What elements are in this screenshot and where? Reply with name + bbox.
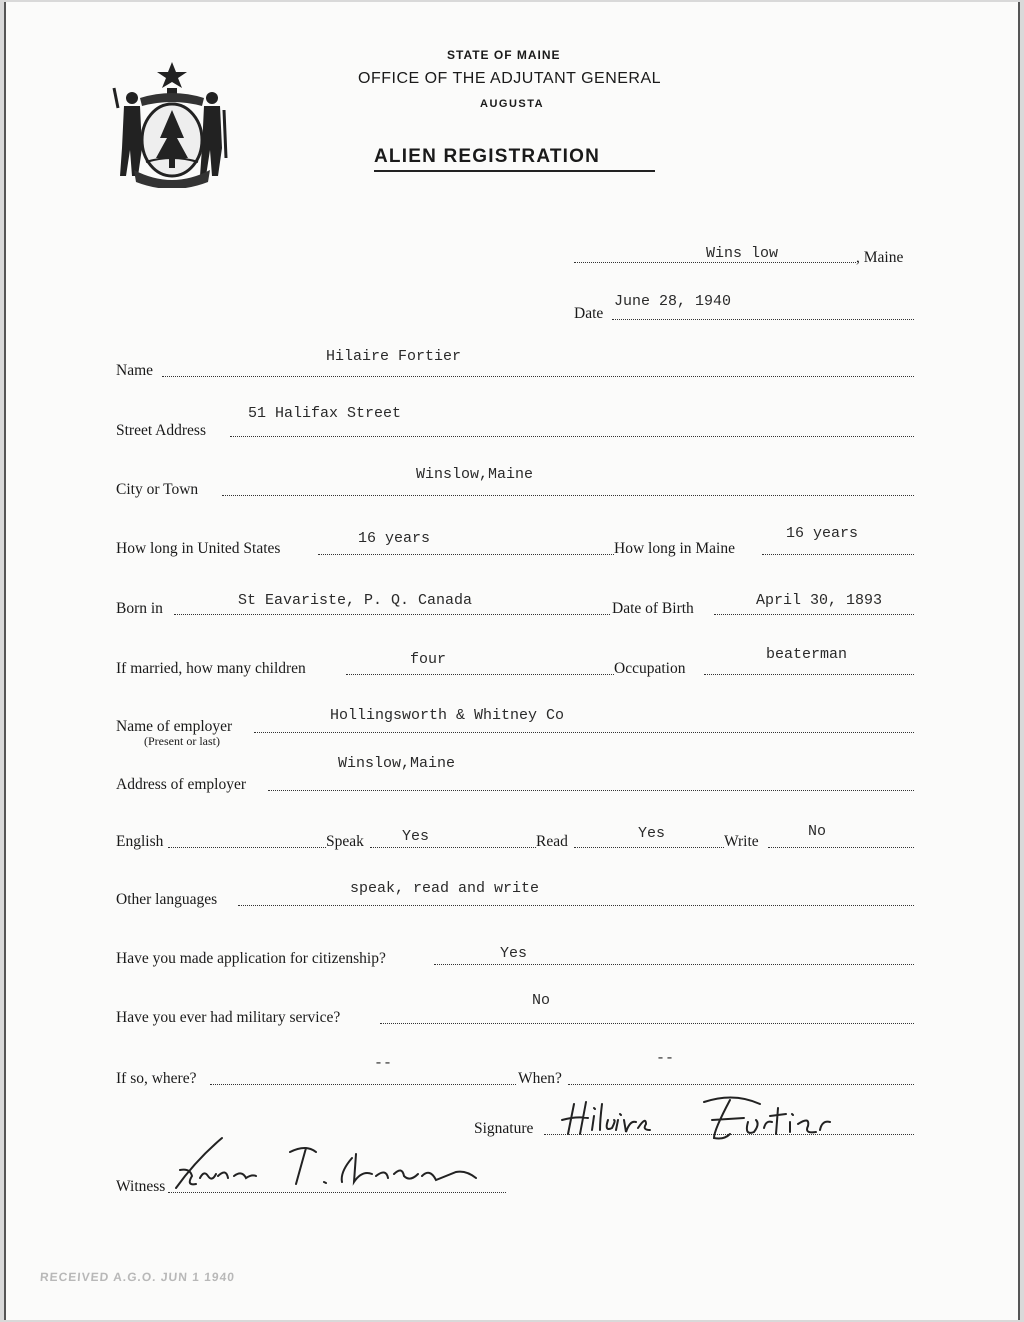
how-long-maine-value: 16 years — [786, 525, 859, 542]
street-label: Street Address — [116, 422, 206, 439]
date-of-birth-value: April 30, 1893 — [756, 592, 883, 609]
military-value: No — [532, 992, 551, 1009]
form-title: ALIEN REGISTRATION — [374, 146, 601, 167]
read-value: Yes — [638, 825, 666, 842]
born-in-value: St Eavariste, P. Q. Canada — [238, 592, 473, 609]
speak-label: Speak — [326, 833, 364, 850]
date-label: Date — [574, 305, 604, 322]
when-label: When? — [518, 1070, 562, 1087]
employer-address-label: Address of employer — [116, 776, 246, 793]
military-label: Have you ever had military service? — [116, 1009, 341, 1026]
street-value: 51 Halifax Street — [248, 405, 402, 422]
if-so-where-label: If so, where? — [116, 1070, 197, 1087]
received-stamp: RECEIVED A.G.O. JUN 1 1940 — [39, 1270, 236, 1284]
how-long-us-value: 16 years — [358, 530, 431, 547]
read-label: Read — [536, 833, 568, 850]
state-suffix-label: , Maine — [856, 249, 904, 266]
when-value: -- — [656, 1050, 675, 1067]
applicant-signature — [554, 1090, 854, 1146]
employer-name-label: Name of employer — [116, 718, 233, 735]
witness-signature — [156, 1130, 486, 1202]
born-in-label: Born in — [116, 600, 163, 617]
name-label: Name — [116, 362, 154, 379]
city-town-label: City or Town — [116, 481, 199, 498]
date-of-birth-label: Date of Birth — [612, 600, 694, 617]
how-long-maine-label: How long in Maine — [614, 540, 735, 557]
employer-note-label: (Present or last) — [144, 734, 220, 748]
citizenship-label: Have you made application for citizenship? — [116, 950, 386, 967]
occupation-label: Occupation — [614, 660, 686, 677]
date-value: June 28, 1940 — [614, 293, 732, 310]
how-long-us-label: How long in United States — [116, 540, 281, 557]
town-value: Wins low — [706, 245, 779, 262]
citizenship-value: Yes — [500, 945, 528, 962]
header-office: OFFICE OF THE ADJUTANT GENERAL — [358, 70, 662, 87]
header-city: AUGUSTA — [480, 98, 545, 110]
speak-value: Yes — [402, 828, 430, 845]
witness-label: Witness — [116, 1178, 166, 1195]
write-value: No — [808, 823, 827, 840]
name-value: Hilaire Fortier — [326, 348, 462, 365]
signature-label: Signature — [474, 1120, 534, 1137]
children-value: four — [410, 651, 447, 668]
employer-name-value: Hollingsworth & Whitney Co — [330, 707, 565, 724]
where-value: -- — [374, 1055, 393, 1072]
english-label: English — [116, 833, 164, 850]
occupation-value: beaterman — [766, 646, 848, 663]
city-town-value: Winslow,Maine — [416, 466, 534, 483]
registration-form-page — [4, 2, 1020, 1320]
write-label: Write — [724, 833, 759, 850]
other-languages-value: speak, read and write — [350, 880, 540, 897]
children-label: If married, how many children — [116, 660, 306, 677]
title-underline — [374, 170, 655, 172]
other-languages-label: Other languages — [116, 891, 218, 908]
header-state: STATE OF MAINE — [447, 48, 561, 62]
employer-address-value: Winslow,Maine — [338, 755, 456, 772]
maine-state-seal-icon — [112, 58, 232, 188]
